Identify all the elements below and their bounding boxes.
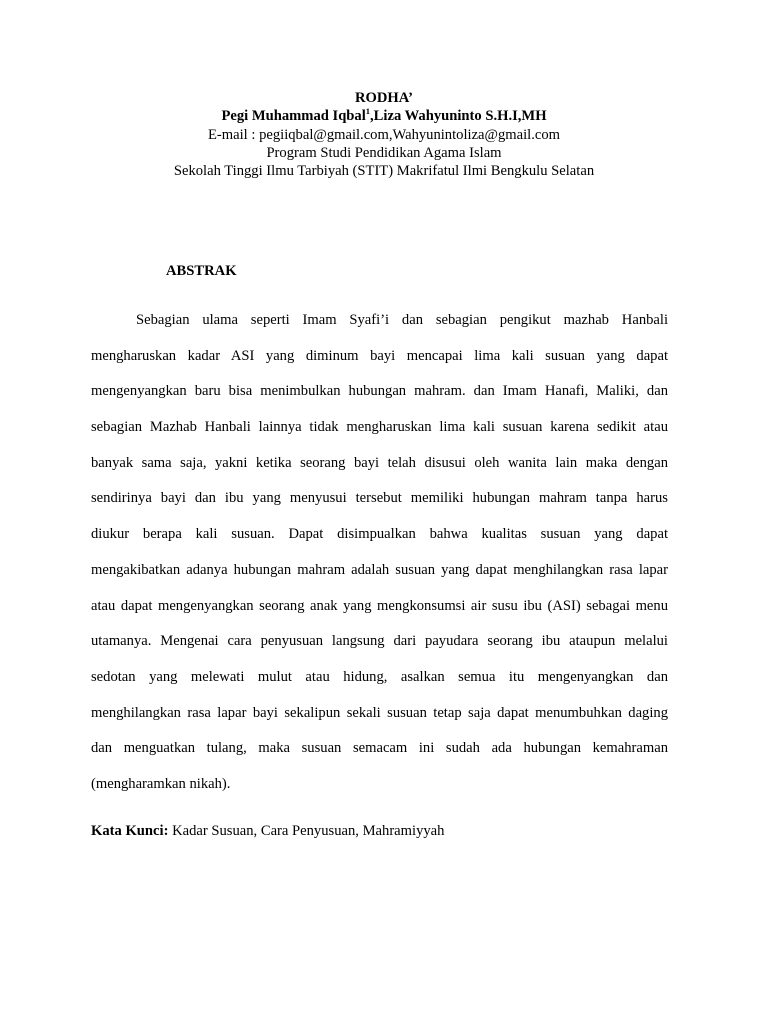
abstract-line: Sebagian ulama seperti Imam Syafi’i dan sebagian pengikut mazhab Hanbali [136, 312, 668, 328]
abstract-line: sedotan yang melewati mulut atau hidung, asalkan semua itu mengenyangkan dan [91, 668, 668, 685]
keywords-value: Kadar Susuan, Cara Penyusuan, Mahramiyyah [168, 823, 445, 839]
abstract-line: sebagian Mazhab Hanbali lainnya tidak mengharuskan lima kali susuan karena sedikit atau [91, 419, 668, 436]
keywords-label: Kata Kunci: [91, 823, 169, 839]
abstract-line: mengharuskan kadar ASI yang diminum bayi mencapai lima kali susuan yang dapat [91, 347, 668, 364]
abstract-line: diukur berapa kali susuan. Dapat disimpualkan bahwa kualitas susuan yang dapat [91, 526, 668, 543]
abstract-line: sendirinya bayi dan ibu yang menyusui tersebut memiliki hubungan mahram tanpa harus [91, 490, 668, 507]
abstract-line: (mengharamkan nikah). [91, 775, 231, 792]
program-line: Program Studi Pendidikan Agama Islam [266, 144, 502, 161]
abstract-line: mengenyangkan baru bisa menimbulkan hubungan mahram. dan Imam Hanafi, Maliki, dan [91, 383, 668, 400]
abstract-heading: ABSTRAK [166, 263, 237, 279]
abstract-line: banyak sama saja, yakni ketika seorang bayi telah disusui oleh wanita lain maka dengan [91, 454, 668, 471]
email-line: E-mail : pegiiqbal@gmail.com,Wahyunintoliza@gmail.com [208, 126, 560, 143]
abstract-line: dan menguatkan tulang, maka susuan semacam ini sudah ada hubungan kemahraman [91, 740, 668, 757]
paper-header [0, 89, 768, 180]
author-name-2: ,Liza Wahyuninto S.H.I,MH [370, 108, 547, 125]
keywords-line [91, 822, 444, 840]
abstract-line: utamanya. Mengenai cara penyusuan langsung dari payudara seorang ibu ataupun melalui [91, 633, 668, 650]
author-line [0, 107, 768, 125]
abstract-line: menghilangkan rasa lapar bayi sekalipun sekali susuan tetap saja dapat menumbuhkan daging [91, 704, 668, 721]
institution-line: Sekolah Tinggi Ilmu Tarbiyah (STIT) Makrifatul Ilmi Bengkulu Selatan [173, 163, 595, 180]
abstract-line: mengakibatkan adanya hubungan mahram adalah susuan yang dapat menghilangkan rasa lapar [91, 561, 668, 578]
author-name-1: Pegi Muhammad Iqbal [221, 108, 366, 125]
abstract-line: atau dapat mengenyangkan seorang anak yang mengkonsumsi air susu ibu (ASI) sebagai menu [91, 597, 668, 614]
author-affiliation-mark: 1 [365, 106, 371, 117]
abstract-body [91, 311, 668, 811]
paper-title: RODHA’ [354, 90, 414, 106]
